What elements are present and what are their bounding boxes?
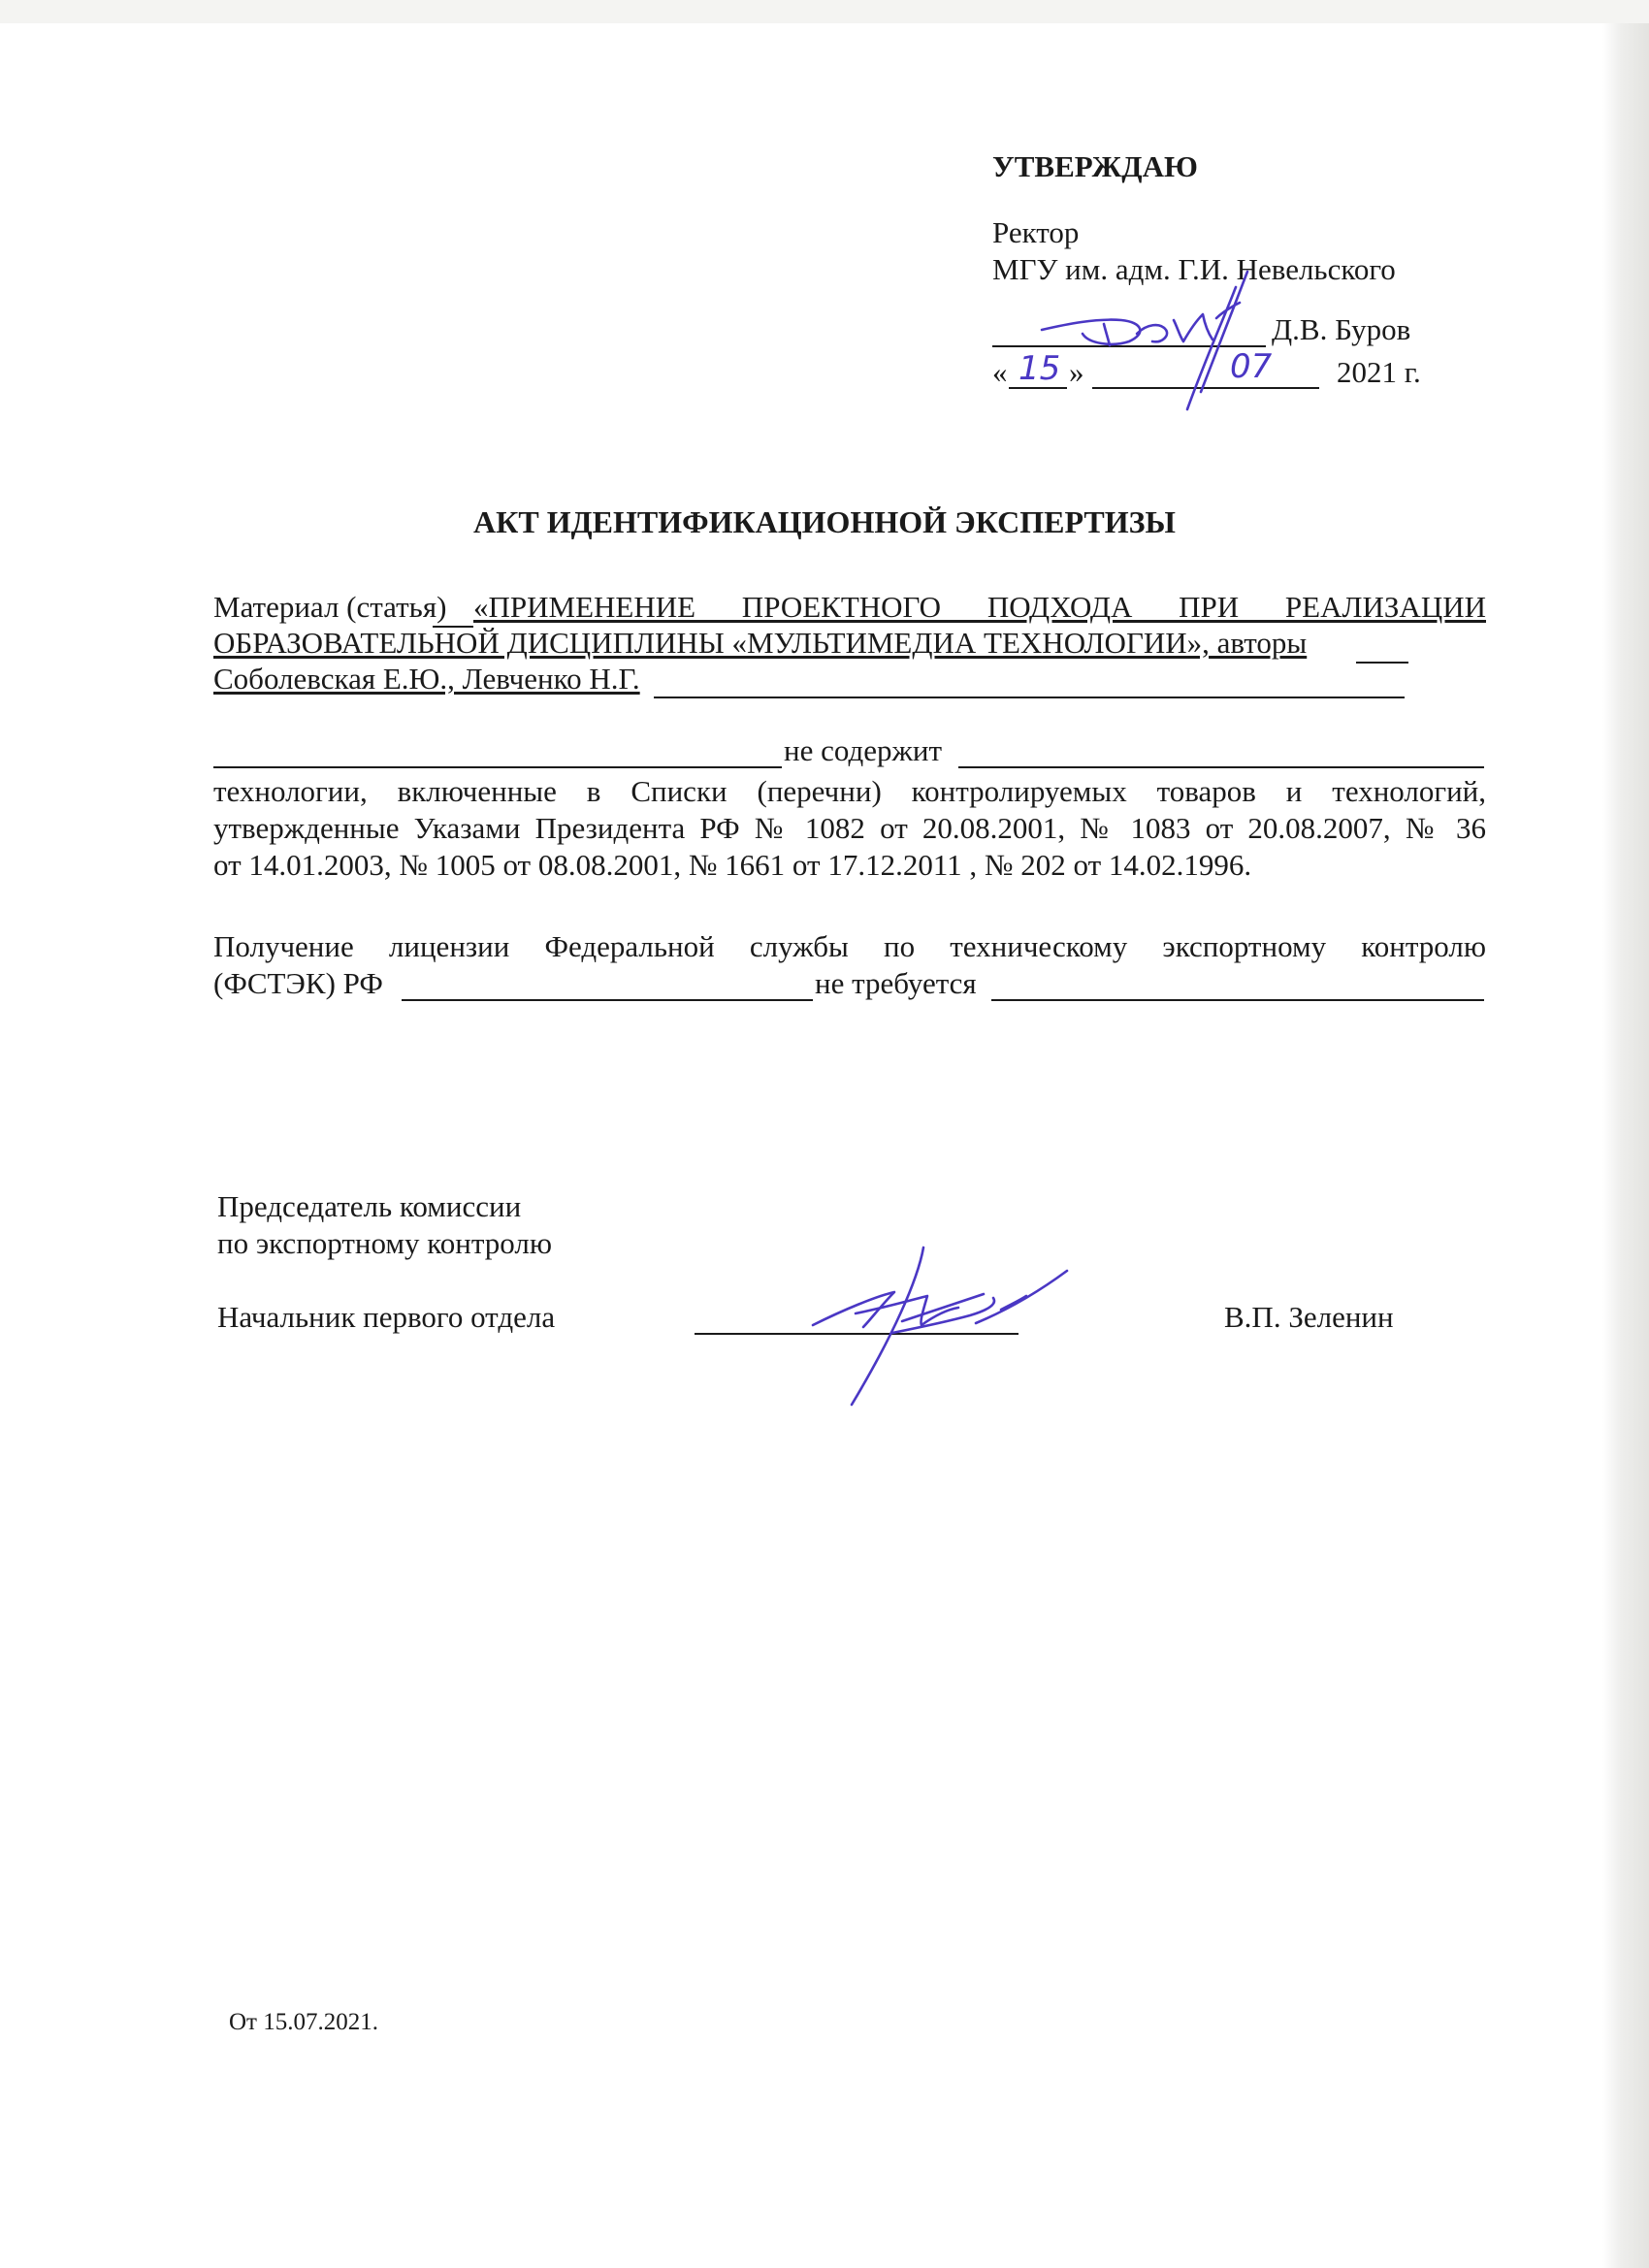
approval-organization: МГУ им. адм. Г.И. Невельского [992, 252, 1396, 286]
handwritten-month: 07 [1230, 347, 1273, 386]
date-close-quote: » [1069, 355, 1084, 389]
date-year: 2021 г. [1337, 355, 1421, 389]
material-label: Материал (статья) [213, 590, 447, 624]
commission-chair-line2: по экспортному контролю [217, 1226, 553, 1260]
page-edge-shadow [1602, 23, 1649, 2268]
material-title-line1: «ПРИМЕНЕНИЕ ПРОЕКТНОГО ПОДХОДА ПРИ РЕАЛИЗАЦИИ [473, 590, 1486, 624]
contains-text-line2: утвержденные Указами Президента РФ № 1082 от 20.08.2001, № 1083 от 20.08.2007, № 36 [213, 811, 1486, 845]
license-line-left [402, 999, 813, 1001]
material-line3-fill [654, 697, 1405, 698]
handwritten-day: 15 [1018, 349, 1061, 388]
rector-signature [1028, 264, 1319, 419]
rector-name: Д.В. Буров [1272, 312, 1411, 346]
material-line2-fill [1356, 662, 1408, 664]
footer-date: От 15.07.2021. [229, 2009, 378, 2035]
contains-text-line3: от 14.01.2003, № 1005 от 08.08.2001, № 1661 от 17.12.2011 , № 202 от 14.02.1996. [213, 848, 1252, 882]
license-verdict: не требуется [815, 966, 977, 1000]
material-authors: Соболевская Е.Ю., Левченко Н.Г. [213, 662, 640, 696]
license-label: (ФСТЭК) РФ [213, 966, 383, 1000]
material-title-line2: ОБРАЗОВАТЕЛЬНОЙ ДИСЦИПЛИНЫ «МУЛЬТИМЕДИА ТЕХНОЛОГИИ», авторы [213, 626, 1308, 660]
verdict-line-left [213, 766, 782, 768]
approval-position: Ректор [992, 215, 1080, 249]
commission-chair-line1: Председатель комиссии [217, 1189, 522, 1223]
chair-signature [776, 1232, 1096, 1407]
commission-signer: В.П. Зеленин [1224, 1300, 1394, 1334]
contains-verdict: не содержит [784, 733, 943, 767]
license-line-right [991, 999, 1484, 1001]
document-title: АКТ ИДЕНТИФИКАЦИОННОЙ ЭКСПЕРТИЗЫ [473, 504, 1176, 539]
approval-heading: УТВЕРЖДАЮ [992, 149, 1198, 183]
commission-position: Начальник первого отдела [217, 1300, 556, 1334]
verdict-line-right [958, 766, 1484, 768]
license-text-line1: Получение лицензии Федеральной службы по техническому экспортному контролю [213, 929, 1486, 963]
contains-text-line1: технологии, включенные в Списки (перечни) контролируемых товаров и технологий, [213, 774, 1486, 808]
date-open-quote: « [992, 355, 1008, 389]
